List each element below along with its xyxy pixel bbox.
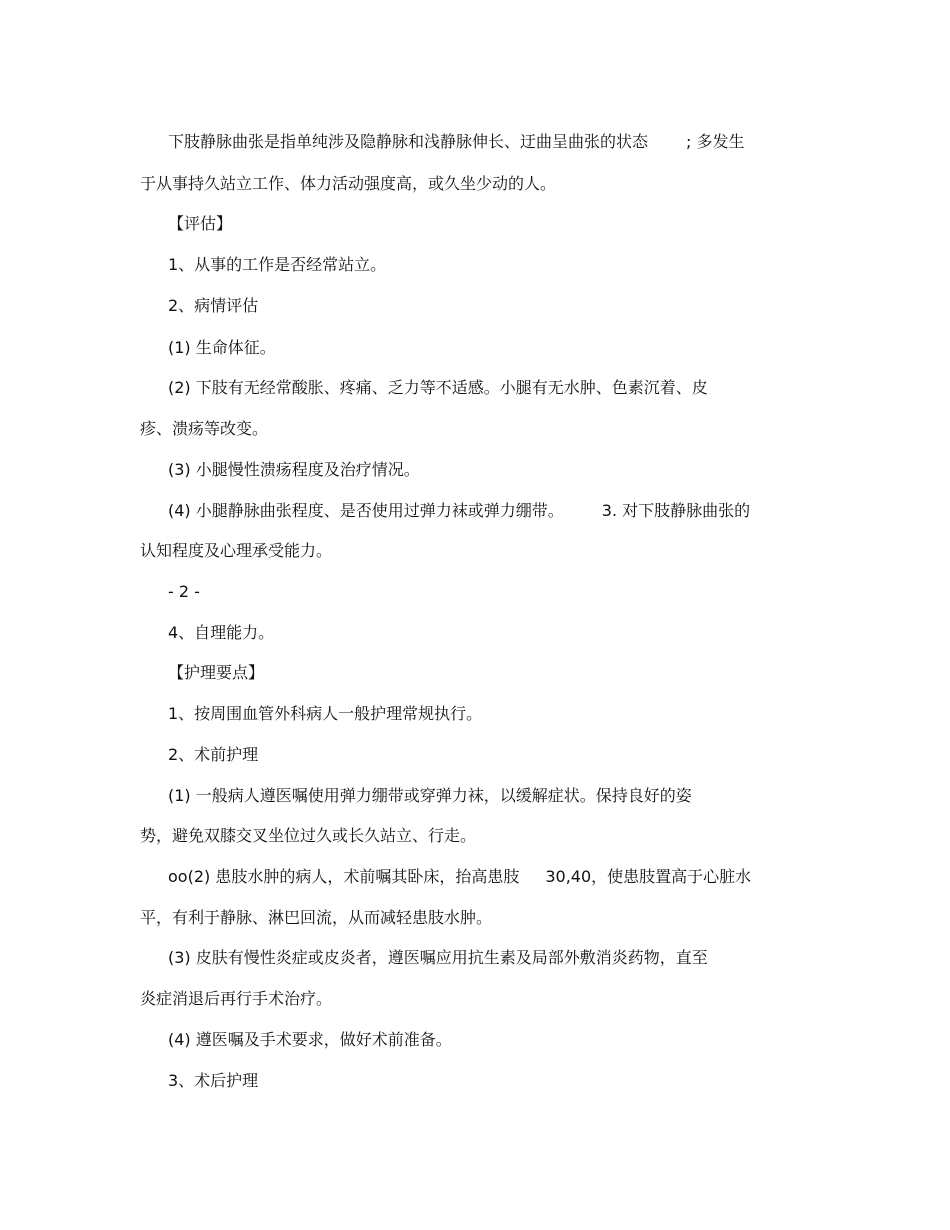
assessment-sub-3: (3) 小腿慢性溃疡程度及治疗情况。 bbox=[168, 460, 420, 479]
nursing-item-2: 2、术前护理 bbox=[168, 745, 259, 764]
nursing-heading: 【护理要点】 bbox=[168, 663, 265, 682]
nursing-sub-4: (4) 遵医嘱及手术要求，做好术前准备。 bbox=[168, 1030, 452, 1049]
nursing-sub-1-line-1: (1) 一般病人遵医嘱使用弹力绷带或穿弹力袜，以缓解症状。保持良好的姿 bbox=[168, 786, 692, 805]
nursing-sub-1-line-2: 势，避免双膝交叉坐位过久或长久站立、行走。 bbox=[140, 826, 477, 845]
page-number-marker: - 2 - bbox=[168, 582, 200, 601]
nursing-sub-2-main: oo(2) 患肢水肿的病人，术前嘱其卧床，抬高患肢 bbox=[168, 867, 520, 886]
nursing-sub-3-line-1: (3) 皮肤有慢性炎症或皮炎者，遵医嘱应用抗生素及局部外敷消炎药物，直至 bbox=[168, 948, 708, 967]
nursing-sub-2-line-2: 平，有利于静脉、淋巴回流，从而减轻患肢水肿。 bbox=[140, 908, 493, 927]
assessment-item-1: 1、从事的工作是否经常站立。 bbox=[168, 255, 387, 274]
nursing-item-1: 1、按周围血管外科病人一般护理常规执行。 bbox=[168, 704, 483, 723]
assessment-sub-1: (1) 生命体征。 bbox=[168, 338, 276, 357]
intro-line-1-tail: ; 多发生 bbox=[686, 132, 745, 151]
nursing-sub-2-line-1 bbox=[168, 866, 751, 888]
intro-line-2: 于从事持久站立工作、体力活动强度高，或久坐少动的人。 bbox=[140, 174, 557, 193]
assessment-item-2: 2、病情评估 bbox=[168, 296, 259, 315]
assessment-sub-4-main: (4) 小腿静脉曲张程度、是否使用过弹力袜或弹力绷带。 bbox=[168, 501, 564, 520]
assessment-item-4: 4、自理能力。 bbox=[168, 623, 275, 642]
nursing-sub-2-tail: 30,40，使患肢置高于心脏水 bbox=[545, 867, 752, 886]
assessment-sub-4-tail: 3. 对下肢静脉曲张的 bbox=[601, 501, 751, 520]
assessment-heading: 【评估】 bbox=[168, 214, 233, 233]
assessment-sub-2-line-2: 疹、溃疡等改变。 bbox=[140, 419, 269, 438]
intro-line-1-main: 下肢静脉曲张是指单纯涉及隐静脉和浅静脉伸长、迂曲呈曲张的状态 bbox=[168, 132, 649, 151]
nursing-sub-3-line-2: 炎症消退后再行手术治疗。 bbox=[140, 989, 333, 1008]
nursing-item-3: 3、术后护理 bbox=[168, 1071, 259, 1090]
assessment-sub-2-line-1: (2) 下肢有无经常酸胀、疼痛、乏力等不适感。小腿有无水肿、色素沉着、皮 bbox=[168, 378, 708, 397]
assessment-sub-4-line-2: 认知程度及心理承受能力。 bbox=[140, 541, 333, 560]
intro-line-1 bbox=[168, 131, 745, 153]
assessment-sub-4-line-1 bbox=[168, 500, 750, 522]
